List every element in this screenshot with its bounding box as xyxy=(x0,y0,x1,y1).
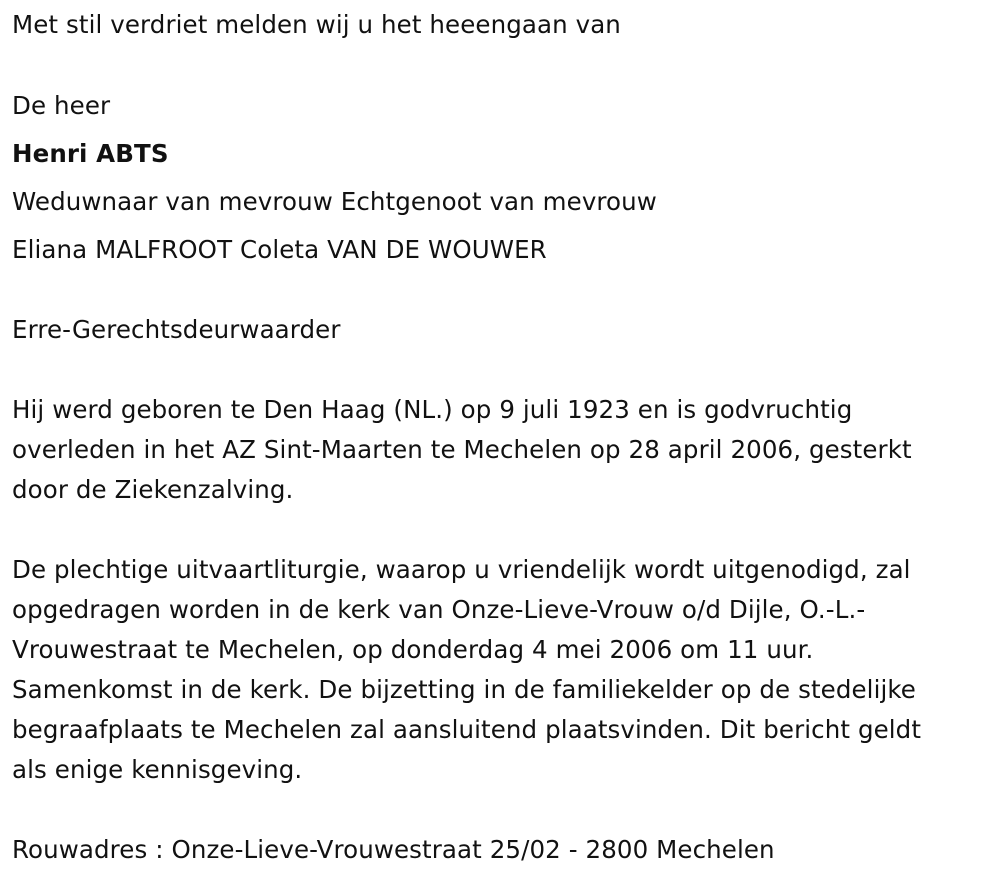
funeral-paragraph xyxy=(12,550,996,790)
funeral-line: Samenkomst in de kerk. De bijzetting in de familiekelder op de stedelijke xyxy=(12,675,916,704)
intro-text: Met stil verdriet melden wij u het heeengaan van xyxy=(12,10,621,39)
funeral-line: als enige kennisgeving. xyxy=(12,755,303,784)
birth-death-line: overleden in het AZ Sint-Maarten te Mechelen op 28 april 2006, gesterkt xyxy=(12,435,912,464)
salutation: De heer xyxy=(12,91,111,120)
mourning-address: Rouwadres : Onze-Lieve-Vrouwestraat 25/02 - 2800 Mechelen xyxy=(12,835,775,864)
funeral-line: begraafplaats te Mechelen zal aansluitend plaatsvinden. Dit bericht geldt xyxy=(12,715,922,744)
deceased-name: Henri ABTS xyxy=(12,139,169,168)
funeral-line: Vrouwestraat te Mechelen, op donderdag 4 mei 2006 om 11 uur. xyxy=(12,635,814,664)
relation-line-1: Weduwnaar van mevrouw Echtgenoot van mevrouw xyxy=(12,187,657,216)
birth-death-line: Hij werd geboren te Den Haag (NL.) op 9 juli 1923 en is godvruchtig xyxy=(12,395,853,424)
birth-death-line: door de Ziekenzalving. xyxy=(12,475,294,504)
funeral-line: opgedragen worden in de kerk van Onze-Lieve-Vrouw o/d Dijle, O.-L.- xyxy=(12,595,866,624)
funeral-line: De plechtige uitvaartliturgie, waarop u vriendelijk wordt uitgenodigd, zal xyxy=(12,555,911,584)
relation-line-2: Eliana MALFROOT Coleta VAN DE WOUWER xyxy=(12,235,547,264)
birth-death-paragraph xyxy=(12,390,996,510)
place-title: Erre-Gerechtsdeurwaarder xyxy=(12,315,341,344)
